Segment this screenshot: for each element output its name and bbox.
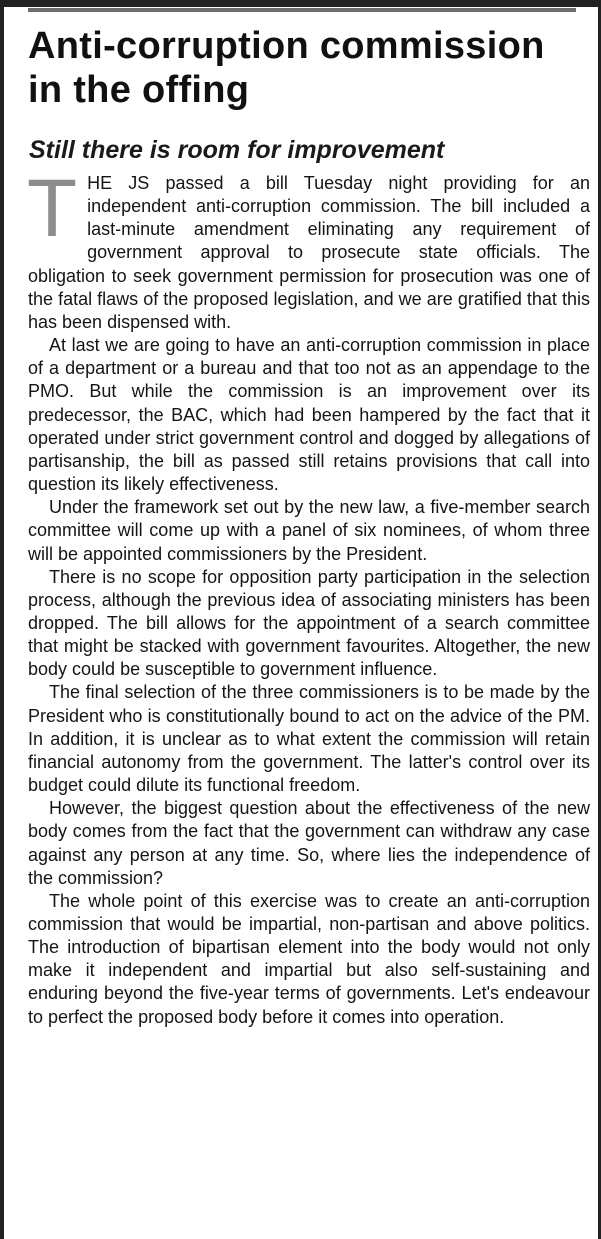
paragraph-7: The whole point of this exercise was to create an anti-corruption commission that would be impartial, non-partisan and above politics. The introduction of bipartisan element into the body would not only make it independent and impartial but also self-sustaining and enduring beyond the five-year terms of governments. Let's endeavour to perfect the proposed body before it comes into operation.	[28, 890, 590, 1027]
drop-cap: T	[27, 163, 78, 254]
paragraph-3: Under the framework set out by the new law, a five-member search committee will come up with a panel of six nominees, of whom three will be appointed commissioners by the President.	[28, 497, 590, 564]
paragraph-1-text: HE JS passed a bill Tuesday night providing for an independent anti-corruption commission. The bill included a last-minute amendment eliminating any requirement of government approval to prosecute state officials. The obligation to seek government permission for prosecution was one of the fatal flaws of the proposed legislation, and we are gratified that this has been dispensed with.	[28, 173, 590, 332]
headline: Anti-corruption commission in the offing	[28, 25, 545, 111]
top-border-rule	[4, 0, 598, 7]
paragraph-4: There is no scope for opposition party participation in the selection process, although the previous idea of associating ministers has been dropped. The bill allows for the appointment of a search committee that might be stacked with government favourites. Altogether, the new body could be susceptible to government influence.	[28, 566, 590, 680]
subheadline: Still there is room for improvement	[29, 136, 445, 164]
paragraph-2: At last we are going to have an anti-corruption commission in place of a department or a bureau and that too not as an appendage to the PMO. But while the commission is an improvement over its predecessor, the BAC, which had been hampered by the fact that it operated under strict government control and dogged by allegations of partisanship, the bill as passed still retains provisions that call into question its likely effectiveness.	[28, 335, 590, 495]
top-shadow-rule	[28, 8, 576, 12]
paragraph-5: The final selection of the three commissioners is to be made by the President who is constitutionally bound to act on the advice of the PM. In addition, it is unclear as to what extent the commission will retain financial autonomy from the government. The latter's control over its budget could dilute its functional freedom.	[28, 682, 590, 796]
article-body	[27, 163, 590, 1029]
paragraph-1	[27, 163, 590, 334]
paragraph-6: However, the biggest question about the effectiveness of the new body comes from the fact that the government can withdraw any case against any person at any time. So, where lies the independence of the commission?	[28, 798, 590, 888]
